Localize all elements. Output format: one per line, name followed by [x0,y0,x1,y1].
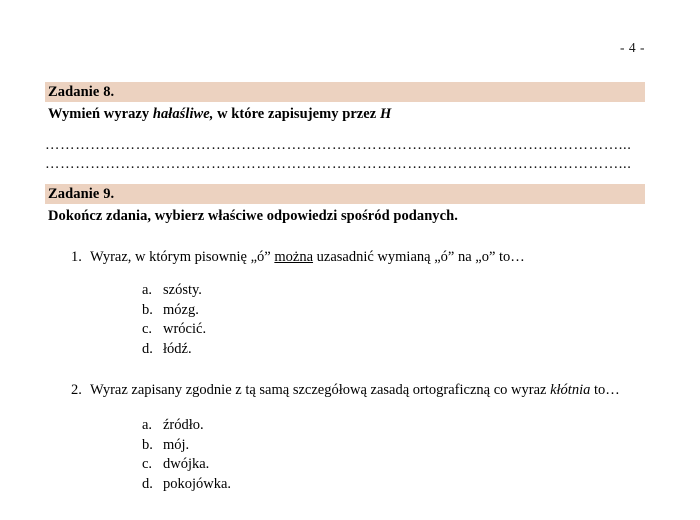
question-item [45,381,645,494]
page-number: - 4 - [620,40,645,55]
question-text [90,382,620,398]
answer-line-1[interactable]: ……………………………………………………………………………………………………... [45,137,632,153]
question-number: 1. [71,249,82,265]
task-spacer [45,174,645,184]
option-item[interactable] [90,416,645,436]
option-item[interactable] [90,301,645,321]
question-text-part1: Wyraz zapisany zgodnie z tą samą szczegółową zasadą ortograficzną co wyraz [90,382,551,398]
option-text: mózg. [163,301,199,318]
task-9-heading-bar: Zadanie 9. [45,184,645,204]
question-text-part2: uzasadnić wymianą „ó” na „o” to… [313,249,525,265]
option-letter: d. [142,475,153,492]
option-item[interactable] [90,436,645,456]
task-8-instruction-letter: H [379,106,392,122]
option-letter: b. [142,436,153,453]
option-text: szósty. [163,282,202,298]
option-letter: c. [142,456,153,472]
option-letter: a. [142,282,153,298]
question-text-underlined: można [274,249,314,265]
option-letter: d. [142,340,153,357]
question-list [45,248,645,494]
option-item[interactable] [90,320,645,340]
option-list [90,281,645,359]
task-8-instruction-keyword: hałaśliwe, [152,106,214,122]
question-text [90,249,525,265]
option-text: pokojówka. [163,475,232,492]
question-text-part1: Wyraz, w którym pisownię „ó” [90,249,275,265]
question-text-part2: to… [590,382,620,398]
option-letter: c. [142,321,153,337]
option-item[interactable] [90,455,645,475]
option-list [90,416,645,494]
question-item [45,248,645,359]
option-text: łódź. [163,340,192,357]
question-number: 2. [71,382,82,398]
answer-line-2[interactable]: ……………………………………………………………………………………………………... [45,156,632,172]
option-item[interactable] [90,475,645,495]
task-8-instruction-part2: w które zapisujemy przez [213,106,380,122]
question-text-keyword: kłótnia [550,382,591,398]
task-8-answer-area [45,136,645,174]
option-letter: b. [142,301,153,318]
option-text: mój. [163,436,190,453]
option-item[interactable] [90,281,645,301]
option-letter: a. [142,417,153,433]
task-8-instruction-part1: Wymień wyrazy [48,106,153,122]
option-text: dwójka. [163,456,210,472]
page-content [45,82,645,494]
task-9-instruction: Dokończ zdania, wybierz właściwe odpowiedzi spośród podanych. [48,208,458,224]
task-8-heading-bar: Zadanie 8. [45,82,645,102]
option-item[interactable] [90,340,645,360]
option-text: źródło. [163,417,204,433]
task-8-instruction [45,102,645,124]
option-text: wrócić. [163,321,207,337]
